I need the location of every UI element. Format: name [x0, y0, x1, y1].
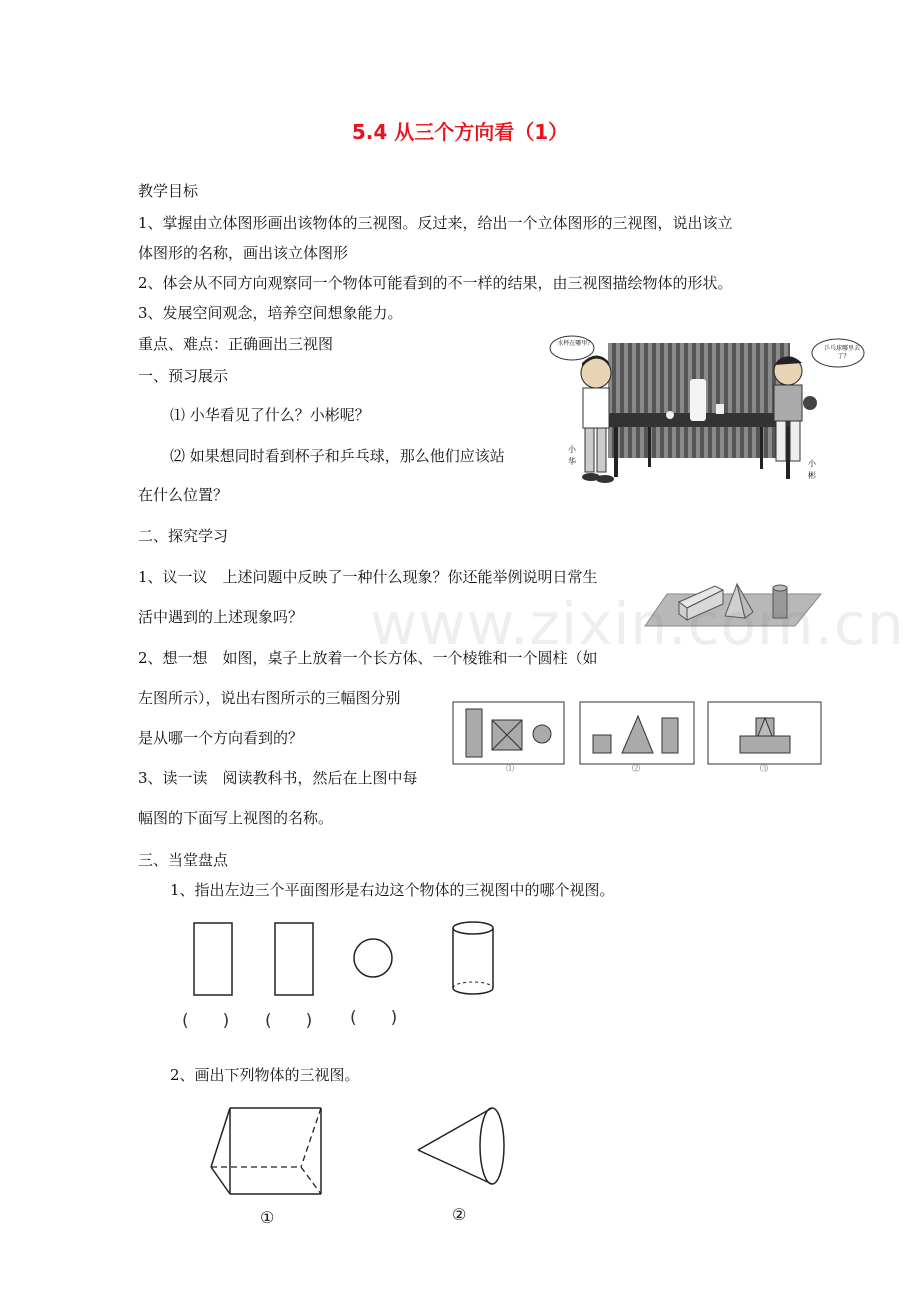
answer-blank-1[interactable]: ( )	[182, 1011, 230, 1031]
speech-bubble-left: 水杯在哪里?	[557, 340, 591, 347]
preview-question-1: ⑴ 小华看见了什么？小彬呢？	[170, 406, 370, 424]
figure-1-label: ①	[260, 1208, 275, 1227]
cone-figure	[412, 1105, 512, 1187]
page-title: 5.4 从三个方向看（1）	[351, 120, 569, 144]
explore-p1-line2: 活中遇到的上述现象吗？	[138, 608, 304, 626]
objective-1-line2: 体图形的名称，画出该立体图形	[138, 244, 349, 262]
view-label-3: ⑶	[760, 764, 768, 773]
explore-p2-line3: 是从哪一个方向看到的？	[138, 729, 304, 747]
cylinder-views-figure	[190, 918, 510, 1000]
key-points: 重点、难点：正确画出三视图	[138, 335, 334, 353]
explore-p2-line1: 2、想一想 如图，桌子上放着一个长方体、一个棱锥和一个圆柱（如	[138, 649, 598, 667]
explore-p1-line1: 1、议一议 上述问题中反映了一种什么现象？你还能举例说明日常生	[138, 568, 598, 586]
explore-heading: 二、探究学习	[138, 527, 229, 545]
watermark: www.zixin.com.cn	[370, 590, 905, 658]
label-xiaobin: 小彬	[808, 459, 816, 480]
speech-bubble-right: 乒乓球哪里去了?	[823, 345, 860, 360]
view-label-2: ⑵	[632, 764, 640, 773]
summary-heading: 三、当堂盘点	[138, 851, 229, 869]
explore-p2-line2: 左图所示），说出右图所示的三幅图分别	[138, 689, 401, 707]
preview-heading: 一、预习展示	[138, 367, 229, 385]
answer-blank-2[interactable]: ( )	[265, 1011, 313, 1031]
answer-blank-3[interactable]: ( )	[350, 1008, 398, 1028]
explore-p3-line1: 3、读一读 阅读教科书，然后在上图中每	[138, 769, 418, 787]
summary-question-2: 2、画出下列物体的三视图。	[170, 1066, 360, 1084]
viewing-scene-illustration	[548, 335, 868, 490]
preview-question-2-line2: 在什么位置？	[138, 486, 229, 504]
triangular-prism-figure	[205, 1105, 330, 1197]
summary-question-1: 1、指出左边三个平面图形是右边这个物体的三视图中的哪个视图。	[170, 881, 615, 899]
view-label-1: ⑴	[506, 764, 514, 773]
explore-p3-line2: 幅图的下面写上视图的名称。	[138, 809, 334, 827]
objective-1-line1: 1、掌握由立体图形画出该物体的三视图。反过来，给出一个立体图形的三视图，说出该立	[138, 214, 733, 232]
objective-3: 3、发展空间观念，培养空间想象能力。	[138, 304, 403, 322]
three-views-figure	[450, 678, 830, 778]
objectives-heading: 教学目标	[138, 182, 199, 200]
preview-question-2-line1: ⑵ 如果想同时看到杯子和乒乓球，那么他们应该站	[170, 447, 505, 465]
label-xiaohua: 小华	[568, 445, 576, 466]
objective-2: 2、体会从不同方向观察同一个物体可能看到的不一样的结果，由三视图描绘物体的形状。	[138, 274, 733, 292]
figure-2-label: ②	[452, 1205, 467, 1224]
